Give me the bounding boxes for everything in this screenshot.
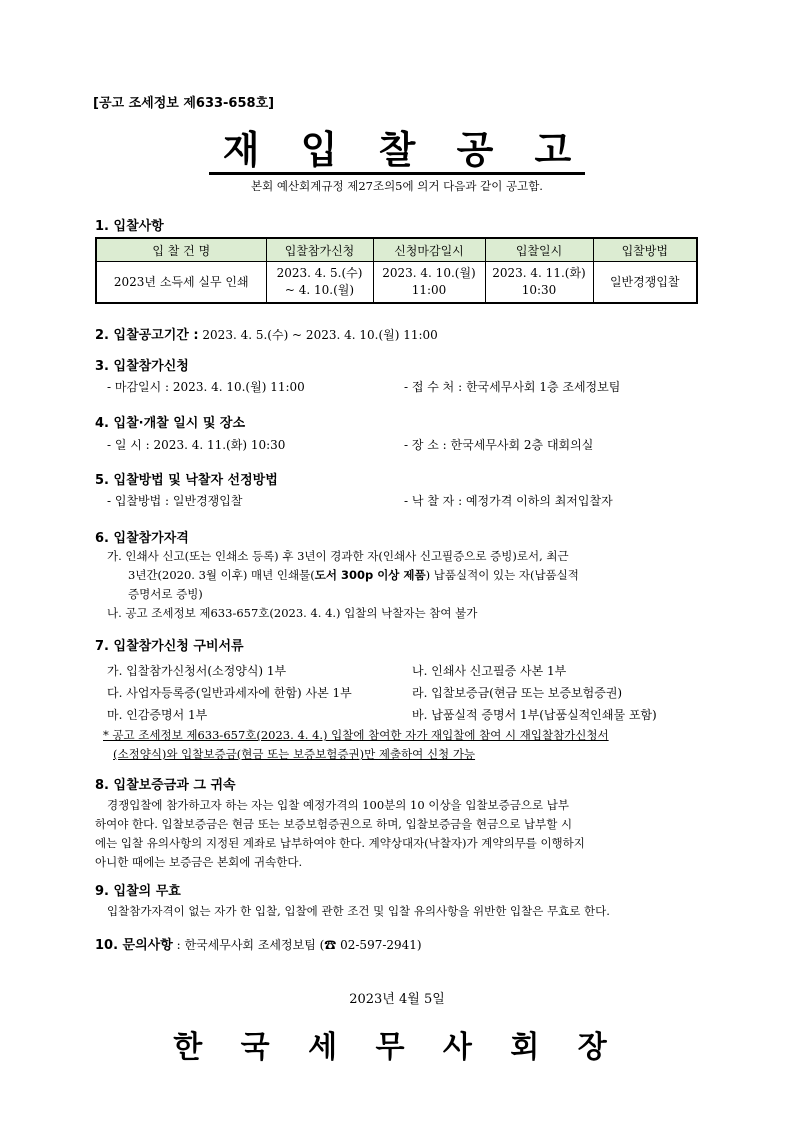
qualification-na: 나. 공고 조세정보 제633-657호(2023. 4. 4.) 입찰의 낙찰자는 참여 불가 xyxy=(107,606,478,620)
bid-date-cell xyxy=(485,262,593,304)
section-3-deadline: - 마감일시 : 2023. 4. 10.(월) 11:00 xyxy=(107,380,305,394)
deposit-line: 하여야 한다. 입찰보증금은 현금 또는 보증보험증권으로 하며, 입찰보증금을 현금으로 납부할 시 xyxy=(95,817,573,831)
deposit-line: 경쟁입찰에 참가하고자 하는 자는 입찰 예정가격의 100분의 10 이상을 입찰보증금으로 납부 xyxy=(107,798,569,812)
qualification-ga-line2 xyxy=(107,566,707,585)
deadline-cell xyxy=(373,262,485,304)
section-2 xyxy=(95,324,438,343)
section-8-body xyxy=(95,796,705,872)
bid-method-cell: 일반경쟁입찰 xyxy=(593,262,697,304)
qualification-ga-part1: 3년간(2020. 3월 이후) 매년 인쇄물( xyxy=(128,568,315,582)
intro-text: 본회 예산회계규정 제27조의5에 의거 다음과 같이 공고함. xyxy=(251,179,543,193)
issuer-name: 한 국 세 무 사 회 장 xyxy=(173,1030,621,1065)
notice-reference-number: [공고 조세정보 제633-658호] xyxy=(93,96,275,111)
section-4-place: - 장 소 : 한국세무사회 2층 대회의실 xyxy=(404,438,594,452)
document-item: 바. 납품실적 증명서 1부(납품실적인쇄물 포함) xyxy=(412,708,657,722)
deposit-line: 에는 입찰 유의사항의 지정된 계좌로 납부하여야 한다. 계약상대자(낙찰자)가 계약의무를 이행하지 xyxy=(95,836,585,850)
table-header-cell: 신청마감일시 xyxy=(373,238,485,262)
section-3-heading: 3. 입찰참가신청 xyxy=(95,359,189,374)
section-10-heading: 10. 문의사항 xyxy=(95,938,173,953)
section-10-contact: : 한국세무사회 조세정보팀 (☎ 02-597-2941) xyxy=(172,938,422,952)
table-header-cell: 입 찰 건 명 xyxy=(96,238,266,262)
document-item: 라. 입찰보증금(현금 또는 보증보험증권) xyxy=(412,686,623,700)
section-2-heading: 2. 입찰공고기간 : xyxy=(95,328,199,343)
page-title-wrap xyxy=(0,128,794,175)
bid-items-table xyxy=(95,237,698,304)
table-header-cell: 입찰방법 xyxy=(593,238,697,262)
apply-period-start: 2023. 4. 5.(수) xyxy=(276,266,363,280)
section-5-method: - 입찰방법 : 일반경쟁입찰 xyxy=(107,494,243,508)
qualification-ga-part2: ) 납품실적이 있는 자(납품실적 xyxy=(425,568,579,582)
section-4-heading: 4. 입찰·개찰 일시 및 장소 xyxy=(95,416,246,431)
document-item: 마. 인감증명서 1부 xyxy=(107,708,208,722)
bid-name-cell: 2023년 소득세 실무 인쇄 xyxy=(96,262,266,304)
deposit-line: 아니한 때에는 보증금은 본회에 귀속한다. xyxy=(95,855,303,869)
section-9-text: 입찰참가자격이 없는 자가 한 입찰, 입찰에 관한 조건 및 입찰 유의사항을 위반한 입찰은 무효로 한다. xyxy=(107,904,610,918)
section-4-datetime: - 일 시 : 2023. 4. 11.(화) 10:30 xyxy=(107,438,286,452)
document-item: 가. 입찰참가신청서(소정양식) 1부 xyxy=(107,664,287,678)
qualification-ga-line1: 가. 인쇄사 신고(또는 인쇄소 등록) 후 3년이 경과한 자(인쇄사 신고필증으로 증빙)로서, 최근 xyxy=(107,549,569,563)
section-6-heading: 6. 입찰참가자격 xyxy=(95,531,189,546)
notice-date: 2023년 4월 5일 xyxy=(349,992,445,1007)
section-2-text: 2023. 4. 5.(수) ~ 2023. 4. 10.(월) 11:00 xyxy=(198,328,438,342)
section-7-note xyxy=(103,726,708,764)
section-1-heading: 1. 입찰사항 xyxy=(95,219,164,234)
table-header-cell: 입찰일시 xyxy=(485,238,593,262)
bid-time: 10:30 xyxy=(521,283,557,297)
deadline-date: 2023. 4. 10.(월) xyxy=(382,266,476,280)
deadline-time: 11:00 xyxy=(411,283,447,297)
table-header-row xyxy=(96,238,697,262)
bid-date: 2023. 4. 11.(화) xyxy=(492,266,586,280)
section-5-winner: - 낙 찰 자 : 예정가격 이하의 최저입찰자 xyxy=(404,494,613,508)
section-3-reception: - 접 수 처 : 한국세무사회 1층 조세정보팀 xyxy=(404,380,621,394)
qualification-ga-line3: 증명서로 증빙) xyxy=(128,587,203,601)
section-9-heading: 9. 입찰의 무효 xyxy=(95,884,181,899)
section-5-heading: 5. 입찰방법 및 낙찰자 선정방법 xyxy=(95,473,278,488)
section-6-body xyxy=(107,547,707,623)
note-line1: * 공고 조세정보 제633-657호(2023. 4. 4.) 입찰에 참여한 자가 재입찰에 참여 시 재입찰참가신청서 xyxy=(103,728,609,742)
section-10 xyxy=(95,934,422,953)
note-line2: (소정양식)와 입찰보증금(현금 또는 보증보험증권)만 제출하여 신청 가능 xyxy=(113,747,476,761)
section-7-heading: 7. 입찰참가신청 구비서류 xyxy=(95,639,244,654)
document-item: 나. 인쇄사 신고필증 사본 1부 xyxy=(412,664,567,678)
qualification-ga-emphasis: 도서 300p 이상 제품 xyxy=(314,568,426,582)
apply-period-cell xyxy=(266,262,373,304)
table-row xyxy=(96,262,697,304)
page-title: 재 입 찰 공 고 xyxy=(209,128,585,175)
document-item: 다. 사업자등록증(일반과세자에 한함) 사본 1부 xyxy=(107,686,352,700)
apply-period-end: ~ 4. 10.(월) xyxy=(284,283,355,297)
section-8-heading: 8. 입찰보증금과 그 귀속 xyxy=(95,778,236,793)
table-header-cell: 입찰참가신청 xyxy=(266,238,373,262)
